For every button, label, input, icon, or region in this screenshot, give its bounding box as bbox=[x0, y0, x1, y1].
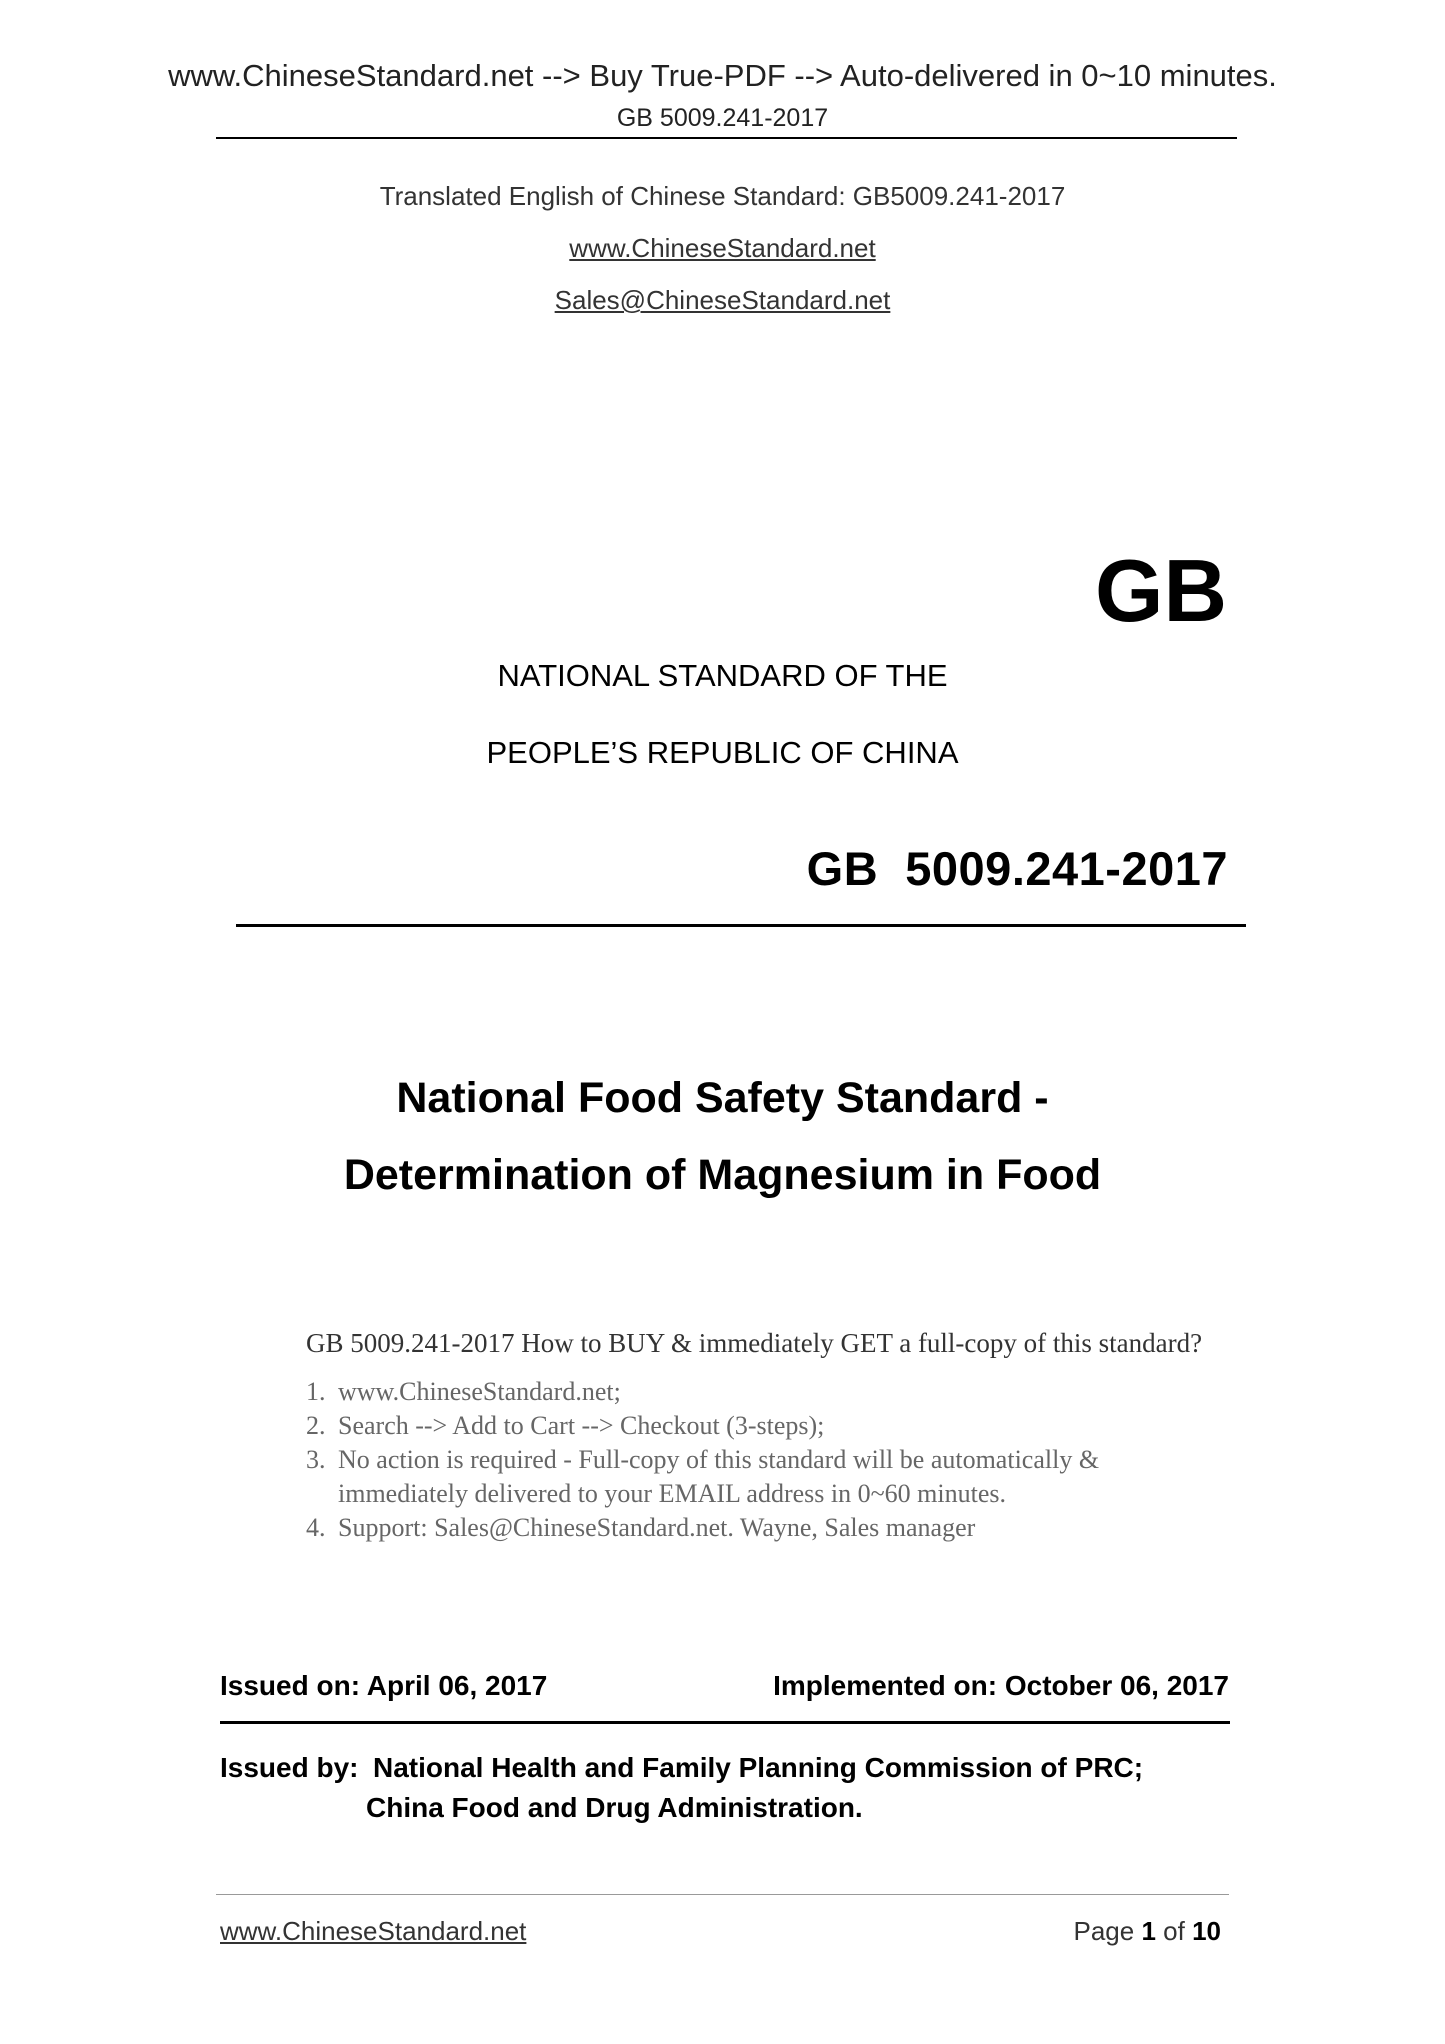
issuer-line2: China Food and Drug Administration. bbox=[366, 1792, 863, 1823]
page-indicator: Page 1 of 10 bbox=[1073, 1916, 1221, 1946]
footer-rule bbox=[216, 1894, 1229, 1895]
translated-note: Translated English of Chinese Standard: GB5009.241-2017 bbox=[379, 181, 1066, 211]
national-standard-line1: NATIONAL STANDARD OF THE bbox=[497, 658, 948, 693]
title-line1: National Food Safety Standard - bbox=[396, 1074, 1049, 1122]
purchase-step-text: www.ChineseStandard.net; bbox=[338, 1377, 621, 1406]
purchase-step: 2. Search --> Add to Cart --> Checkout (3-steps); bbox=[306, 1411, 825, 1440]
email-link[interactable]: Sales@ChineseStandard.net bbox=[554, 285, 891, 315]
total-page-number: 10 bbox=[1192, 1916, 1221, 1946]
issued-on-date: Issued on: April 06, 2017 bbox=[220, 1670, 548, 1701]
current-page-number: 1 bbox=[1141, 1916, 1156, 1946]
purchase-step-text: Search --> Add to Cart --> Checkout (3-steps); bbox=[338, 1411, 825, 1440]
top-banner-text: www.ChineseStandard.net --> Buy True-PDF --> Auto-delivered in 0~10 minutes. bbox=[168, 58, 1277, 93]
gb-mark: GB bbox=[1095, 541, 1227, 640]
standard-number-rule bbox=[236, 924, 1246, 927]
purchase-step: 1. www.ChineseStandard.net; bbox=[306, 1377, 621, 1406]
header-standard-code: GB 5009.241-2017 bbox=[616, 104, 829, 132]
purchase-step-text: Support: Sales@ChineseStandard.net. Wayne, Sales manager bbox=[338, 1513, 976, 1542]
purchase-steps bbox=[306, 1375, 1198, 1545]
purchase-step-text: No action is required - Full-copy of this standard will be automatically & immediately delivered to your EMAIL address in 0~60 minutes. bbox=[338, 1445, 1100, 1508]
standard-number: GB 5009.241-2017 bbox=[806, 842, 1228, 895]
title-line2: Determination of Magnesium in Food bbox=[343, 1151, 1102, 1199]
dates-rule bbox=[220, 1721, 1230, 1724]
purchase-step: 4. Support: Sales@ChineseStandard.net. Wayne, Sales manager bbox=[306, 1513, 976, 1542]
website-link-row bbox=[0, 233, 1445, 264]
purchase-step: 3. No action is required - Full-copy of this standard will be automatically & immediately delivered to your EMAIL address in 0~60 minutes. bbox=[306, 1445, 1100, 1508]
purchase-heading: GB 5009.241-2017 How to BUY & immediately GET a full-copy of this standard? bbox=[306, 1328, 1203, 1358]
email-link-row bbox=[0, 285, 1445, 316]
website-link[interactable]: www.ChineseStandard.net bbox=[569, 233, 876, 263]
header-rule bbox=[216, 137, 1237, 139]
issuer-line1: National Health and Family Planning Commission of PRC; bbox=[373, 1752, 1144, 1783]
national-standard-line2: PEOPLE’S REPUBLIC OF CHINA bbox=[486, 735, 959, 770]
footer-website-link[interactable]: www.ChineseStandard.net bbox=[220, 1916, 527, 1946]
issued-by-label: Issued by: bbox=[220, 1752, 359, 1783]
implemented-on-date: Implemented on: October 06, 2017 bbox=[773, 1670, 1229, 1701]
